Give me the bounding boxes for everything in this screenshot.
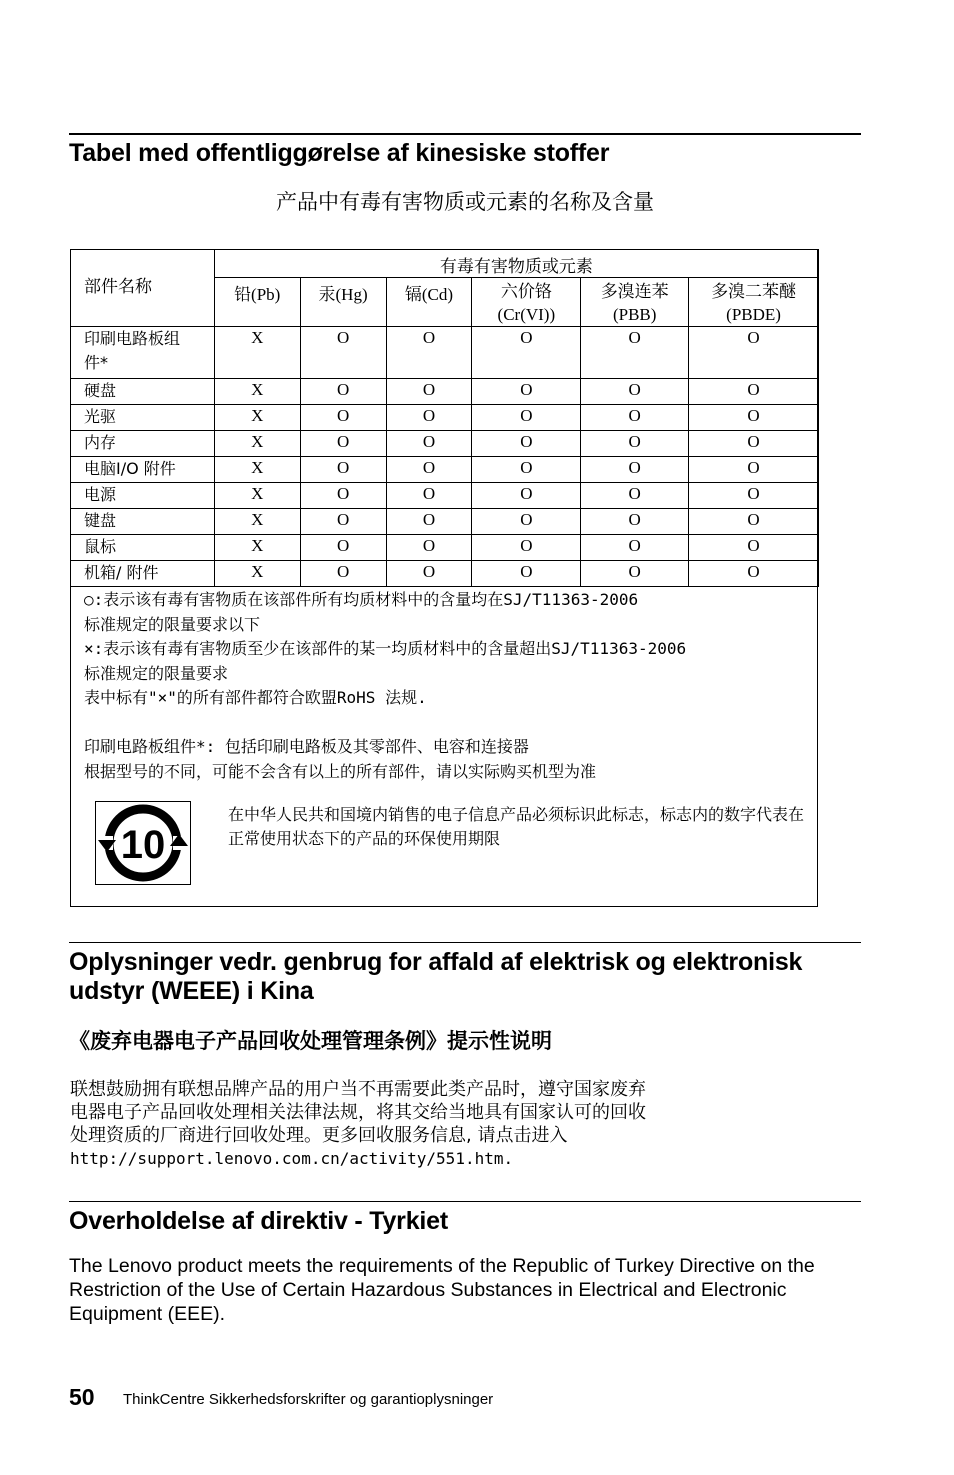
substances-grid — [70, 249, 819, 587]
section-divider — [69, 942, 861, 943]
substance-value-cell: O — [386, 509, 472, 535]
turkey-directive-body: The Lenovo product meets the requirements of the Republic of Turkey Directive on the Restriction of the Use of Certain Hazardous Substances in Electrical and Electronic Equipment (EEE). — [69, 1255, 815, 1325]
footer-title: ThinkCentre Sikkerhedsforskrifter og garantioplysninger — [123, 1391, 494, 1408]
substance-value-cell: O — [300, 509, 386, 535]
part-name: 光驱 — [84, 407, 117, 426]
recycle-10-icon — [96, 802, 190, 884]
substance-value-cell: O — [689, 509, 819, 535]
column-header-label: 铅(Pb) — [234, 285, 281, 304]
part-name-header: 部件名称 — [71, 250, 215, 327]
note-line: 标准规定的限量要求 — [84, 663, 229, 683]
note-line: ○:表示该有毒有害物质在该部件所有均质材料中的含量均在SJ/T11363-2006 — [84, 590, 639, 609]
part-name: 电脑I/O 附件 — [84, 459, 176, 478]
table-row — [71, 327, 819, 379]
substance-value-cell: O — [689, 535, 819, 561]
section-divider — [69, 1201, 861, 1202]
substance-value-cell: X — [214, 483, 300, 509]
substance-value-cell: O — [472, 327, 581, 379]
substance-value-cell: X — [214, 535, 300, 561]
substance-value-cell: O — [300, 405, 386, 431]
column-header-label: 汞(Hg) — [318, 285, 368, 304]
substance-value-cell: O — [300, 535, 386, 561]
paragraph-line: 联想鼓励拥有联想品牌产品的用户当不再需要此类产品时，遵守国家废弃 — [70, 1079, 646, 1100]
page-number: 50 — [69, 1384, 95, 1410]
column-header-pbb — [581, 278, 689, 327]
table-row — [71, 509, 819, 535]
column-header-pbde — [689, 278, 819, 327]
substance-value-cell: O — [386, 405, 472, 431]
substance-value-cell: O — [300, 327, 386, 379]
substance-value-cell: O — [689, 327, 819, 379]
substance-value-cell: O — [300, 431, 386, 457]
substance-value-cell: O — [300, 483, 386, 509]
substance-value-cell: O — [472, 405, 581, 431]
section-divider — [69, 133, 861, 135]
substance-value-cell: O — [689, 431, 819, 457]
substance-value-cell: X — [214, 327, 300, 379]
column-header-cr6 — [472, 278, 581, 327]
note-line: 表中标有"×"的所有部件都符合欧盟RoHS 法规. — [84, 688, 427, 707]
substance-value-cell: O — [581, 561, 689, 587]
substance-value-cell: O — [581, 457, 689, 483]
column-header-label: 多溴连苯 — [600, 282, 669, 301]
paragraph-line: 处理资质的厂商进行回收处理。更多回收服务信息, 请点击进入 — [70, 1125, 568, 1146]
title-line: udstyr (WEEE) i Kina — [69, 977, 314, 1005]
recycling-service-link[interactable]: http://support.lenovo.com.cn/activity/551.htm. — [70, 1149, 514, 1168]
note-line: 根据型号的不同，可能不会含有以上的所有部件，请以实际购买机型为准 — [84, 761, 597, 781]
part-name-cell — [71, 405, 215, 431]
section-title-chinese-substances: Tabel med offentliggørelse af kinesiske stoffer — [69, 139, 610, 167]
column-header-label: 镉(Cd) — [404, 285, 454, 304]
section-title-turkey-directive: Overholdelse af direktiv - Tyrkiet — [69, 1207, 448, 1235]
hazardous-substances-table — [70, 249, 818, 907]
substance-value-cell: O — [689, 483, 819, 509]
table-row — [71, 483, 819, 509]
substance-value-cell: X — [214, 405, 300, 431]
part-name: 印刷电路板组 — [84, 329, 181, 348]
substance-value-cell: O — [386, 379, 472, 405]
substance-value-cell: X — [214, 379, 300, 405]
table-row — [71, 405, 819, 431]
part-name-cell — [71, 483, 215, 509]
chinese-regulation-title: 《废弃电器电子产品回收处理管理条例》提示性说明 — [69, 1029, 552, 1053]
substance-value-cell: O — [472, 535, 581, 561]
substance-value-cell: X — [214, 431, 300, 457]
substance-value-cell: O — [300, 561, 386, 587]
table-row — [71, 379, 819, 405]
column-header-sublabel: (Cr(VI)) — [497, 305, 556, 324]
column-header-sublabel: (PBDE) — [726, 305, 781, 324]
table-caption-chinese: 产品中有毒有害物质或元素的名称及含量 — [276, 190, 654, 214]
paragraph-line: 电器电子产品回收处理相关法律法规，将其交给当地具有国家认可的回收 — [70, 1102, 646, 1123]
part-name: 鼠标 — [84, 537, 117, 556]
note-line — [84, 711, 814, 736]
column-header-pb — [214, 278, 300, 327]
substance-value-cell: O — [472, 379, 581, 405]
substance-value-cell: O — [581, 405, 689, 431]
column-header-hg — [300, 278, 386, 327]
substance-value-cell: O — [581, 431, 689, 457]
substance-value-cell: O — [689, 457, 819, 483]
logo-number: 10 — [120, 823, 166, 867]
part-name: 内存 — [84, 433, 117, 452]
column-header-cd — [386, 278, 472, 327]
section-title-weee-china — [69, 948, 802, 1006]
table-row — [71, 535, 819, 561]
substance-value-cell: O — [581, 327, 689, 379]
substance-value-cell: O — [472, 561, 581, 587]
part-name-cell — [71, 561, 215, 587]
part-name: 电源 — [84, 485, 117, 504]
substance-value-cell: O — [472, 431, 581, 457]
substance-value-cell: O — [300, 379, 386, 405]
substance-value-cell: O — [581, 483, 689, 509]
part-name-cell — [71, 379, 215, 405]
substance-value-cell: O — [581, 509, 689, 535]
column-header-label: 六价铬 — [500, 282, 552, 301]
substance-value-cell: O — [689, 561, 819, 587]
table-notes — [84, 588, 814, 784]
part-name-cell — [71, 431, 215, 457]
environment-protection-use-period-logo — [95, 801, 191, 885]
substance-value-cell: O — [581, 535, 689, 561]
substance-value-cell: O — [300, 457, 386, 483]
table-row — [71, 561, 819, 587]
substance-value-cell: O — [386, 431, 472, 457]
column-header-label: 多溴二苯醚 — [711, 282, 797, 301]
note-line: 标准规定的限量要求以下 — [84, 614, 261, 634]
substance-value-cell: O — [689, 405, 819, 431]
substance-value-cell: X — [214, 457, 300, 483]
logo-explanation: 在中华人民共和国境内销售的电子信息产品必须标识此标志，标志内的数字代表在正常使用状态下的产品的环保使用期限 — [228, 805, 805, 848]
part-name: 硬盘 — [84, 381, 117, 400]
part-name: 键盘 — [84, 511, 117, 530]
part-name-cell — [71, 327, 215, 379]
substance-value-cell: O — [581, 379, 689, 405]
part-name-cell — [71, 509, 215, 535]
substance-value-cell: O — [386, 483, 472, 509]
part-name-cell — [71, 535, 215, 561]
table-row — [71, 431, 819, 457]
substance-value-cell: O — [472, 457, 581, 483]
substance-value-cell: O — [472, 509, 581, 535]
column-header-sublabel: (PBB) — [612, 305, 657, 324]
chinese-recycling-paragraph — [70, 1078, 770, 1170]
substance-value-cell: O — [689, 379, 819, 405]
part-name-continued: 件* — [84, 353, 109, 372]
title-line: Oplysninger vedr. genbrug for affald af elektrisk og elektronisk — [69, 948, 803, 976]
note-line: ×:表示该有毒有害物质至少在该部件的某一均质材料中的含量超出SJ/T11363-2006 — [84, 639, 687, 658]
part-name-cell — [71, 457, 215, 483]
substance-value-cell: X — [214, 561, 300, 587]
substance-value-cell: O — [386, 535, 472, 561]
part-name: 机箱/ 附件 — [84, 563, 159, 582]
substance-value-cell: O — [386, 327, 472, 379]
table-row — [71, 457, 819, 483]
substance-value-cell: O — [386, 561, 472, 587]
note-line: 印刷电路板组件*: 包括印刷电路板及其零部件、电容和连接器 — [84, 737, 529, 756]
substance-value-cell: O — [472, 483, 581, 509]
substance-value-cell: O — [386, 457, 472, 483]
substance-value-cell: X — [214, 509, 300, 535]
substances-group-header: 有毒有害物质或元素 — [214, 250, 818, 278]
